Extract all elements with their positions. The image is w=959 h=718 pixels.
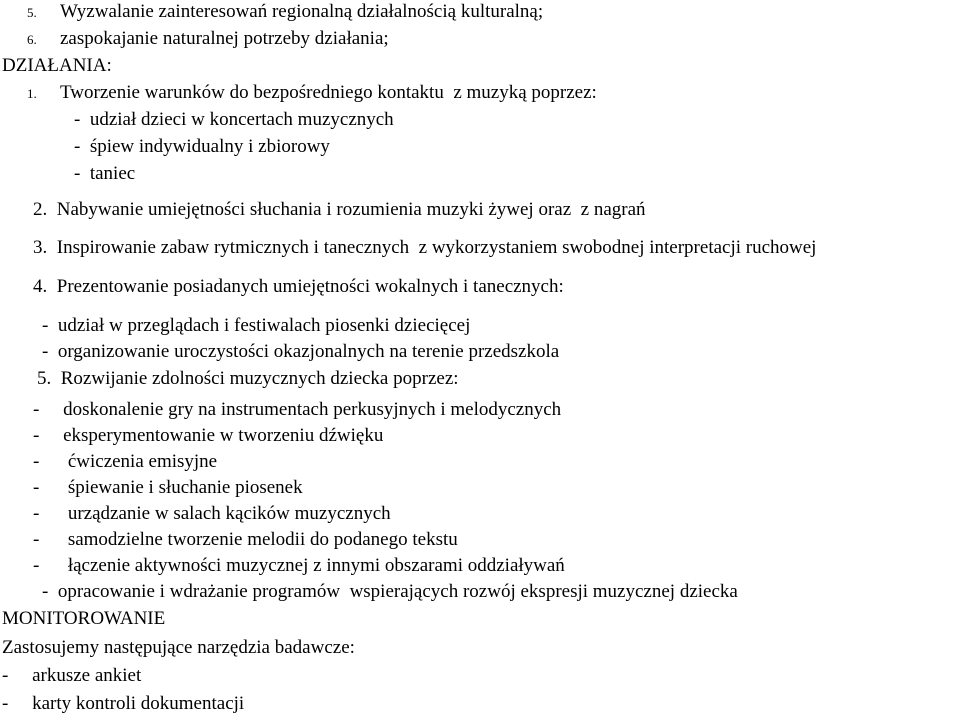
text-line: - eksperymentowanie w tworzeniu dźwięku bbox=[33, 425, 384, 446]
text-line: - doskonalenie gry na instrumentach perkusyjnych i melodycznych bbox=[33, 399, 562, 420]
list-number: 1. bbox=[27, 86, 37, 101]
section-heading: DZIAŁANIA: bbox=[2, 55, 112, 76]
text-line: - udział dzieci w koncertach muzycznych bbox=[74, 109, 394, 130]
text-line: - organizowanie uroczystości okazjonalnych na terenie przedszkola bbox=[42, 341, 560, 362]
section-heading: MONITOROWANIE bbox=[2, 608, 166, 629]
text-line: - karty kontroli dokumentacji bbox=[2, 693, 245, 714]
text-line: 3. Inspirowanie zabaw rytmicznych i tanecznych z wykorzystaniem swobodnej interpretacji ruchowej bbox=[33, 237, 817, 258]
text-line: - łączenie aktywności muzycznej z innymi obszarami oddziaływań bbox=[33, 555, 565, 576]
text-line: 4. Prezentowanie posiadanych umiejętności wokalnych i tanecznych: bbox=[33, 276, 564, 297]
text-line: - śpiew indywidualny i zbiorowy bbox=[74, 136, 330, 157]
text-line: 5. Rozwijanie zdolności muzycznych dziecka poprzez: bbox=[37, 368, 459, 389]
list-number: 6. bbox=[27, 32, 37, 47]
text-line: - udział w przeglądach i festiwalach piosenki dziecięcej bbox=[42, 315, 471, 336]
text-line: - ćwiczenia emisyjne bbox=[33, 451, 218, 472]
text-line: - śpiewanie i słuchanie piosenek bbox=[33, 477, 303, 498]
text-line: - taniec bbox=[74, 163, 136, 184]
text-line: Tworzenie warunków do bezpośredniego kontaktu z muzyką poprzez: bbox=[60, 82, 597, 103]
text-line: Zastosujemy następujące narzędzia badawcze: bbox=[2, 637, 355, 658]
text-line: - urządzanie w salach kącików muzycznych bbox=[33, 503, 391, 524]
text-line: 2. Nabywanie umiejętności słuchania i rozumienia muzyki żywej oraz z nagrań bbox=[33, 199, 646, 220]
text-line: - arkusze ankiet bbox=[2, 665, 142, 686]
text-line: - opracowanie i wdrażanie programów wspierających rozwój ekspresji muzycznej dziecka bbox=[42, 581, 738, 602]
list-number: 5. bbox=[27, 5, 37, 20]
text-line: - samodzielne tworzenie melodii do podanego tekstu bbox=[33, 529, 458, 550]
text-line: zaspokajanie naturalnej potrzeby działania; bbox=[60, 28, 389, 49]
text-line: Wyzwalanie zainteresowań regionalną działalnością kulturalną; bbox=[60, 1, 544, 22]
